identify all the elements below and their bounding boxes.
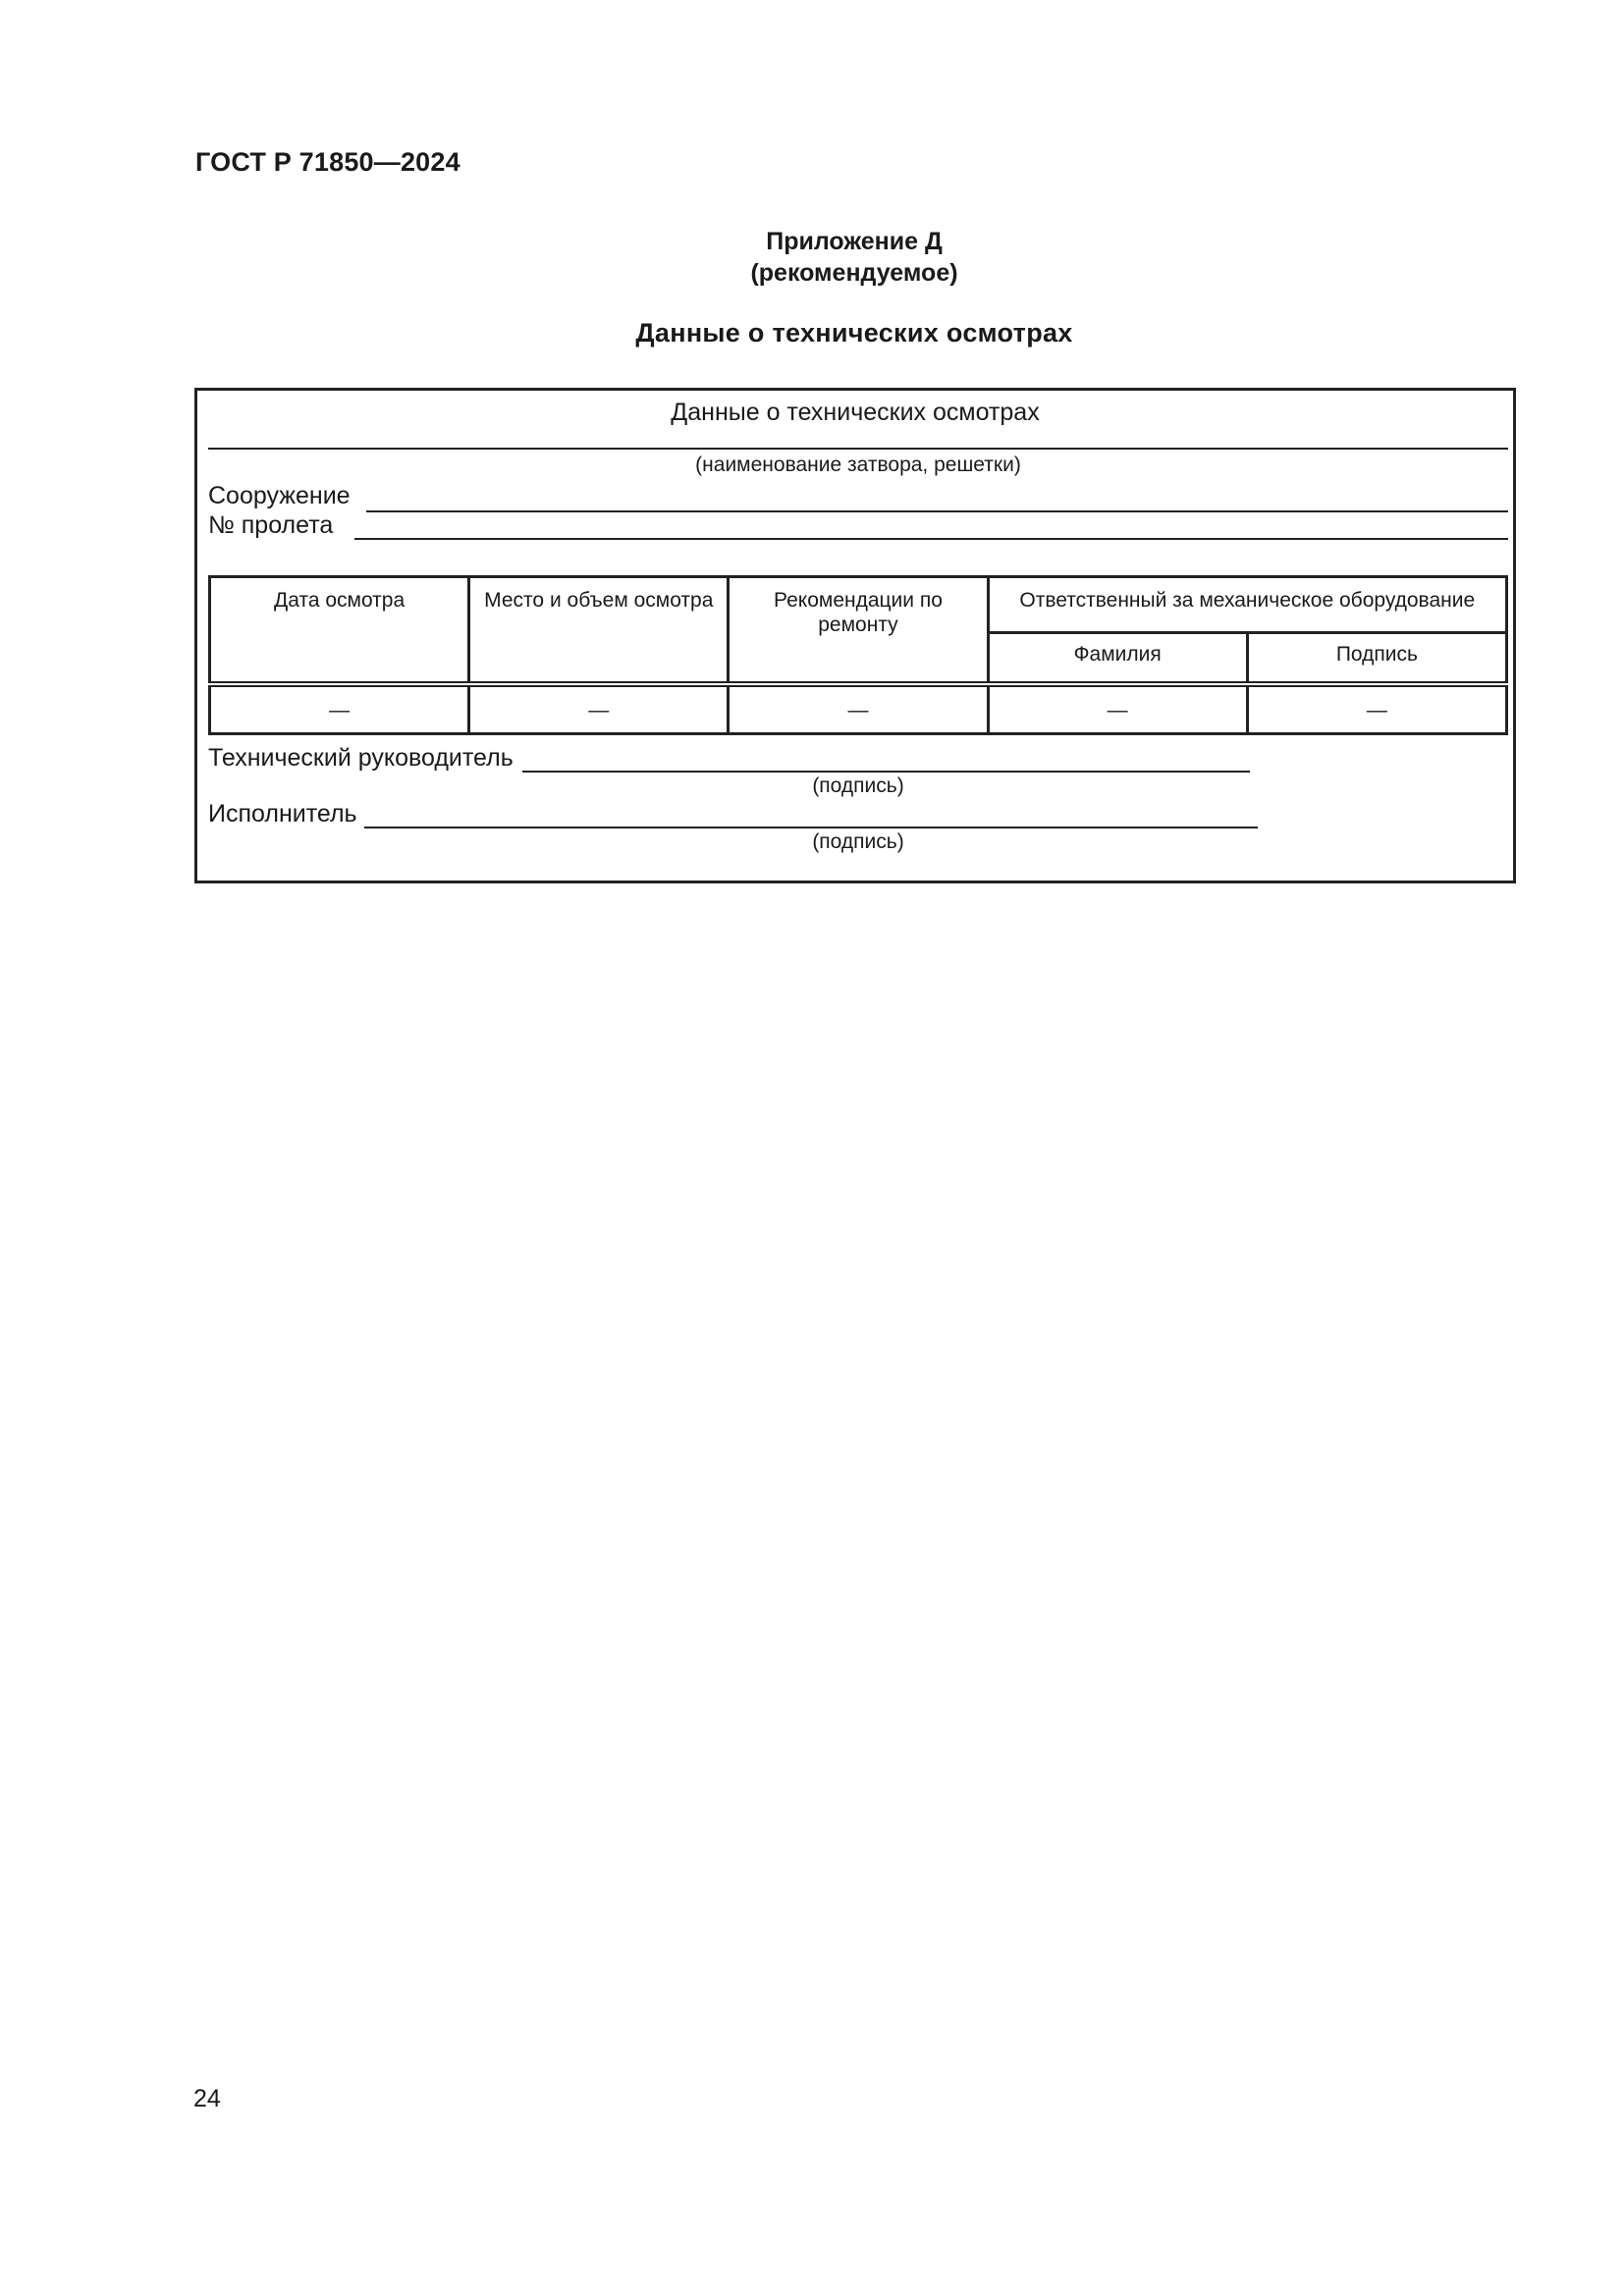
table-row [210, 684, 1507, 734]
section-heading: Данные о технических осмотрах [635, 318, 1073, 347]
header-signature: Подпись [1247, 633, 1506, 685]
header-recommendations: Рекомендации по ремонту [729, 577, 988, 685]
executor-caption: (подпись) [812, 830, 904, 853]
appendix-kind: (рекомендуемое) [750, 259, 958, 287]
tech-lead-signature-line[interactable] [522, 771, 1250, 773]
table-cell[interactable]: — [988, 684, 1247, 734]
tech-lead-caption: (подпись) [812, 774, 904, 797]
inspection-form [194, 388, 1516, 883]
span-label: № пролета [208, 511, 334, 539]
page-number: 24 [193, 2085, 221, 2112]
table-cell[interactable]: — [210, 684, 469, 734]
table-cell[interactable]: — [1247, 684, 1506, 734]
tech-lead-label: Технический руководитель [208, 744, 514, 772]
document-id: ГОСТ Р 71850—2024 [195, 147, 460, 177]
executor-signature-line[interactable] [364, 827, 1258, 828]
header-date: Дата осмотра [210, 577, 469, 685]
structure-label: Сооружение [208, 482, 351, 509]
span-underline[interactable] [354, 538, 1508, 540]
name-caption: (наименование затвора, решетки) [695, 454, 1021, 476]
table-cell[interactable]: — [469, 684, 729, 734]
name-underline[interactable] [208, 448, 1508, 450]
header-responsible: Ответственный за механическое оборудование [988, 577, 1506, 633]
table-cell[interactable]: — [729, 684, 988, 734]
structure-underline[interactable] [366, 510, 1508, 512]
form-title: Данные о технических осмотрах [671, 399, 1040, 426]
header-place: Место и объем осмотра [469, 577, 729, 685]
header-surname: Фамилия [988, 633, 1247, 685]
inspection-table [208, 575, 1508, 735]
executor-label: Исполнитель [208, 800, 357, 828]
appendix-title: Приложение Д [766, 228, 943, 255]
